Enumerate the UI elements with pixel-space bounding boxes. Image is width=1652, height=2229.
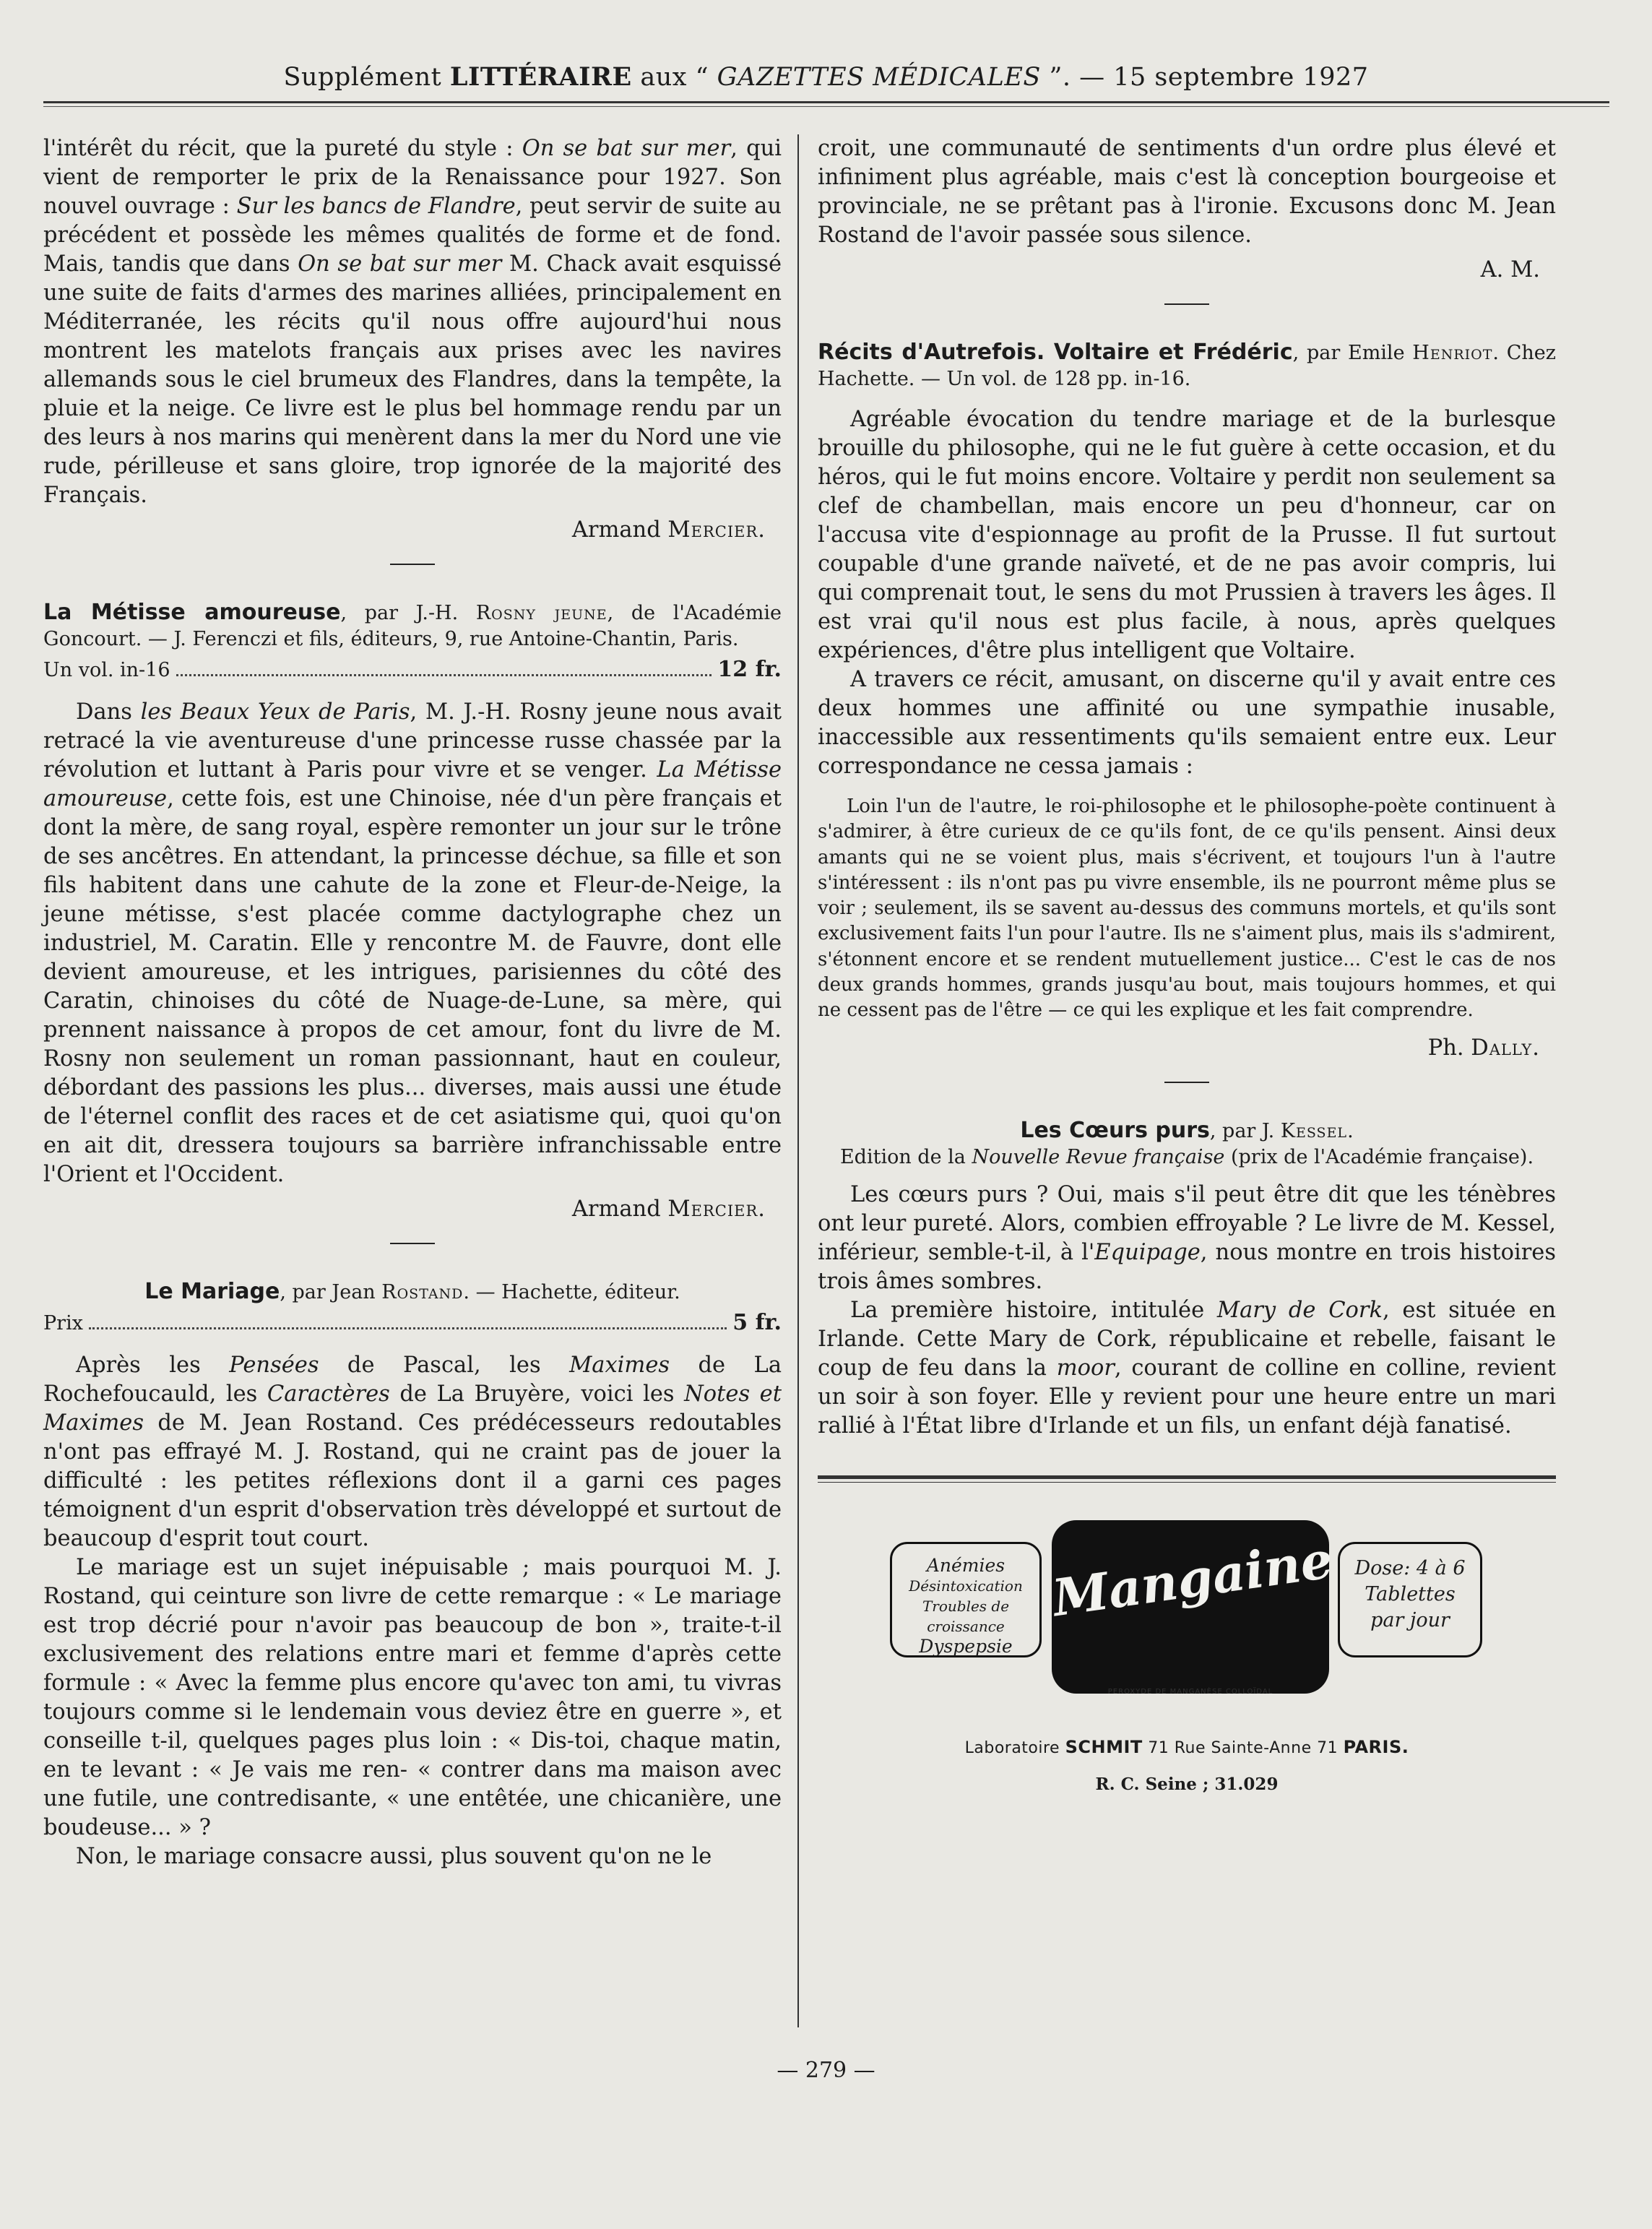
review-body-metisse xyxy=(43,698,782,1189)
byline: . — Hachette, éditeur. xyxy=(463,1281,680,1303)
header-date: ”. — 15 septembre 1927 xyxy=(1040,63,1369,92)
text-run: (prix de l'Académie française). xyxy=(1224,1145,1534,1168)
italic-title: Maximes xyxy=(569,1353,670,1378)
italic-title: Equipage xyxy=(1094,1239,1201,1265)
text-run: La première histoire, intitulée xyxy=(850,1297,1217,1323)
text-run: de M. Jean Rostand. Ces prédécesseurs redoutables n'ont pas effrayé M. J. Rostand, qui ne craint pas de jouer la difficulté : les petites réflexions dont il a garni ces pages témoignent d'un esprit d'observation très développé et surtout de beaucoup d'esprit tout court. xyxy=(43,1410,782,1551)
advertisement-rule-thin xyxy=(818,1482,1556,1483)
author-name: Kessel xyxy=(1280,1119,1348,1142)
text-run: , peut servir de suite au précédent et possède les mêmes qualités de forme et de fond. Mais, tandis que dans xyxy=(43,194,782,277)
italic-title: Sur les bancs de Flandre xyxy=(236,194,516,219)
signature-dally xyxy=(818,1034,1556,1063)
byline: , par Jean xyxy=(280,1281,382,1303)
price-value: 5 fr. xyxy=(732,1310,782,1335)
signature-first: Armand xyxy=(571,517,668,543)
brand-subtitle: PEROXYDE DE MANGANÈSE COLLOÏDAL xyxy=(1107,1687,1273,1696)
signature-mercier-2 xyxy=(43,1195,782,1224)
separator xyxy=(1164,1082,1209,1083)
continuation-paragraph: croit, une communauté de sentiments d'un ordre plus élevé et infiniment plus agréable, mais c'est là conception bourgeoise et provinciale, ne se prêtant pas à l'ironie. Excusons donc M. Jean Rostand de l'avoir passée sous silence. xyxy=(818,136,1556,248)
review-heading-voltaire xyxy=(818,340,1556,392)
brand-logo-box xyxy=(1049,1520,1336,1694)
italic-title: Mary de Cork xyxy=(1216,1297,1383,1323)
header-rule xyxy=(43,101,1609,103)
separator xyxy=(390,564,435,565)
price-label: Prix xyxy=(43,1312,83,1335)
separator xyxy=(390,1243,435,1244)
header-aux: aux “ xyxy=(631,63,717,92)
dosage-box xyxy=(1338,1542,1482,1657)
text-run: de La Bruyère, voici les xyxy=(389,1381,685,1407)
price-line xyxy=(43,1308,782,1338)
header-gazettes: GAZETTES MÉDICALES xyxy=(717,63,1041,92)
leader-dots xyxy=(176,674,712,676)
leader-dots xyxy=(89,1327,727,1329)
book-title: Les Cœurs purs xyxy=(1020,1117,1210,1143)
indication-line: Dyspepsie xyxy=(919,1635,1013,1657)
indication-line: Désintoxication xyxy=(909,1577,1023,1595)
text-run: Edition de la xyxy=(839,1145,972,1168)
signature-last: Dally. xyxy=(1471,1035,1540,1061)
dosage-line: Tablettes xyxy=(1365,1582,1456,1605)
review-body-voltaire-2: A travers ce récit, amusant, on discerne qu'il y avait entre ces deux hommes une affinité ou une sympathie inusable, inaccessible aux ressentiments qu'ils semaient entre eux. Leur correspondance ne cessa jamais : xyxy=(818,667,1556,779)
text-run: 71 Rue Sainte-Anne 71 xyxy=(1142,1738,1344,1757)
right-column xyxy=(818,134,1556,1799)
left-column xyxy=(43,134,782,1871)
italic-title: les Beaux Yeux de Paris xyxy=(140,699,410,725)
text-run: , est située en Irlande. Cette Mary de Cork, républicaine et rebelle, faisant le coup de feu dans la xyxy=(818,1297,1556,1381)
byline: , par J.-H. xyxy=(340,602,476,624)
review-heading-mariage xyxy=(43,1279,782,1306)
text-run: Après les xyxy=(76,1353,230,1378)
brand-logo: Mangaine xyxy=(1049,1529,1336,1628)
text-run: , nous montre en trois histoires trois âmes sombres. xyxy=(818,1239,1556,1294)
byline: . xyxy=(1347,1119,1354,1142)
signature-mercier-1 xyxy=(43,516,782,545)
text-run: , cette fois, est une Chinoise, née d'un père français et dont la mère, de sang royal, espère remonter un jour sur le trône de ses ancêtres. En attendant, la princesse déchue, sa fille et son fils habitent dans une cahute de la zone et Fleur-de-Neige, la jeune métisse, s'est placée comme dactylographe chez un industriel, M. Caratin. Elle y rencontre M. de Fauvre, dont elle devient amoureuse, et les intrigues, parisiennes du côté des Caratin, chinoises du côté de Nuage-de-Lune, sa mère, qui prennent naissance à propos de cet amour, font du livre de M. Rosny non seulement un roman passionnant, haut en couleur, débordant des passions les plus... diverses, mais aussi une étude de l'éternel conflit des races et de cet asiatisme qui, quoi qu'on en ait dit, dressera toujours sa barrière infranchissable entre l'Orient et l'Occident. xyxy=(43,786,782,1187)
advertisement-mangaine xyxy=(818,1499,1556,1708)
byline: . Chez Hachette. — Un vol. de 128 pp. in-16. xyxy=(818,342,1556,390)
review-heading-coeurs xyxy=(818,1118,1556,1144)
header-litteraire: LITTÉRAIRE xyxy=(449,62,632,92)
text-run: Laboratoire xyxy=(964,1738,1065,1757)
italic-title: moor xyxy=(1056,1355,1115,1381)
book-title: La Métisse amoureuse xyxy=(43,600,341,625)
lab-name: SCHMIT xyxy=(1065,1736,1143,1757)
author-name: Rostand xyxy=(381,1281,464,1303)
price-label: Un vol. in-16 xyxy=(43,659,170,681)
header-supplement: Supplément xyxy=(283,63,450,92)
text-run: , M. J.-H. Rosny jeune nous avait retracé la vie aventureuse d'une princesse russe chassée par la révolution et luttant à Paris pour vivre et se venger. xyxy=(43,699,782,782)
column-divider xyxy=(797,134,799,2027)
indication-line: Anémies xyxy=(926,1554,1006,1576)
signature-first: Armand xyxy=(571,1197,668,1222)
italic-title: Nouvelle Revue française xyxy=(972,1145,1225,1168)
text-run: Dans xyxy=(76,699,141,725)
italic-title: La Métisse amoureuse xyxy=(43,757,782,811)
text-run: l'intérêt du récit, que la pureté du style : xyxy=(43,136,522,161)
laboratory-address xyxy=(818,1733,1556,1763)
running-header xyxy=(0,62,1652,92)
header-rule-thin xyxy=(43,106,1609,107)
byline: , de l'Académie Goncourt. — J. Ferenczi et fils, éditeurs, 9, rue Antoine-Chantin, Paris. xyxy=(43,602,782,650)
separator xyxy=(1164,303,1209,305)
text-run: , courant de colline en colline, revient un soir à son foyer. Elle y revient pour une heure entre un mari rallié à l'État libre d'Irlande et un fils, un enfant déjà fanatisé. xyxy=(818,1355,1556,1439)
text-run: de La Rochefoucauld, les xyxy=(43,1353,782,1407)
review-body-coeurs-2 xyxy=(818,1296,1556,1441)
review-heading-metisse xyxy=(43,600,782,652)
italic-title: On se bat sur mer xyxy=(522,136,731,161)
review-body-mariage-1 xyxy=(43,1351,782,1553)
dosage-line: par jour xyxy=(1370,1608,1450,1631)
signature-am: A. M. xyxy=(1480,257,1540,283)
signature-last: Mercier. xyxy=(667,1197,766,1222)
byline: , par J. xyxy=(1209,1119,1281,1142)
price-line xyxy=(43,655,782,685)
indication-line: Troubles de croissance xyxy=(922,1597,1010,1635)
registration-number: R. C. Seine ; 31.029 xyxy=(1095,1774,1279,1794)
italic-title: Pensées xyxy=(229,1353,319,1378)
indications-box xyxy=(890,1542,1042,1657)
page-number: — 279 — xyxy=(777,2058,875,2083)
byline: , par Emile xyxy=(1292,342,1413,364)
edition-line xyxy=(818,1144,1556,1170)
price-value: 12 fr. xyxy=(717,657,782,682)
review-body-voltaire-1: Agréable évocation du tendre mariage et de la burlesque brouille du philosophe, qui ne le fut guère à cette occasion, et du héros, qui le fut moins encore. Voltaire y perdit non seulement sa clef de chambellan, mais encore un peu d'honneur, car on l'accusa vite d'espionnage au profit de la Prusse. Il fut surtout coupable d'une grande naïveté, et de ne pas avoir compris, lui qui comprenait tout, le sens du mot Prussien à travers les âges. Il est vrai qu'il nous est plus facile, à nous, après quelques expériences, d'être plus intelligent que Voltaire. xyxy=(818,407,1556,663)
intro-paragraph xyxy=(43,134,782,510)
text-run: M. Chack avait esquissé une suite de faits d'armes des marines alliées, principalement en Méditerranée, les récits qu'il nous offre aujourd'hui nous montrent les matelots français aux prises avec les navires allemands sous le ciel brumeux des Flandres, dans la tempête, la pluie et la neige. Ce livre est le plus bel hommage rendu par un des leurs à nos marins qui menèrent dans la mer du Nord une vie rude, périlleuse et sans gloire, trop ignorée de la majorité des Français. xyxy=(43,251,782,508)
italic-title: Caractères xyxy=(267,1381,390,1407)
signature-last: Mercier. xyxy=(667,517,766,543)
review-body-coeurs-1 xyxy=(818,1181,1556,1296)
italic-title: Notes et Maximes xyxy=(43,1381,782,1436)
lab-city: PARIS. xyxy=(1343,1736,1409,1757)
book-title: Le Mariage xyxy=(144,1279,280,1304)
advertisement-rule xyxy=(818,1475,1556,1479)
review-body-mariage-3: Non, le mariage consacre aussi, plus souvent qu'on ne le xyxy=(76,1844,712,1869)
author-name: Rosny jeune xyxy=(475,602,607,624)
book-title: Récits d'Autrefois. Voltaire et Frédéric xyxy=(818,340,1293,365)
dosage-line: Dose: 4 à 6 xyxy=(1354,1556,1466,1579)
author-name: Henriot xyxy=(1412,342,1493,364)
quotation-block: Loin l'un de l'autre, le roi-philosophe et le philosophe-poète continuent à s'admirer, à être curieux de ce qu'ils font, de ce qu'ils pensent. Ainsi deux amants qui ne se voient plus, mais s'écrivent, et toujours l'un à l'autre s'intéressent : ils n'ont pas pu vivre ensemble, ils ne pourront même plus se voir ; seulement, ils se savent au-dessus des communs mortels, et qu'ils sont exclusivement faits l'un pour l'autre. Ils ne s'aiment plus, mais ils s'admirent, s'étonnent encore et se rendent mutuellement justice... C'est le cas de nos deux grands hommes, grands jusqu'au bout, mais toujours hommes, et qui ne cessent pas de l'être — ce qui les explique et les fait comprendre. xyxy=(818,796,1556,1022)
italic-title: On se bat sur mer xyxy=(298,251,502,277)
review-body-mariage-2: Le mariage est un sujet inépuisable ; mais pourquoi M. J. Rostand, qui ceinture son livre de cette remarque : « Le mariage est trop décrié pour n'avoir pas beaucoup de bon », traite-t-il exclusivement des relations entre mari et femme d'après cette formule : « Avec la femme plus encore qu'avec ton ami, tu vivras toujours comme si le lendemain vous deviez être en guerre », et conseille t-il, quelques pages plus loin : « Dis-toi, chaque matin, en te levant : « Je vais me ren- « contrer dans ma maison avec une futile, une contredisante, « une entêtée, une chicanière, une boudeuse... » ? xyxy=(43,1555,782,1840)
text-run: , qui vient de remporter le prix de la Renaissance pour 1927. Son nouvel ouvrage : xyxy=(43,136,782,219)
signature-first: Ph. xyxy=(1427,1035,1471,1061)
text-run: Les cœurs purs ? Oui, mais s'il peut être dit que les ténèbres ont leur pureté. Alors, combien effroyable ? Le livre de M. Kessel, inférieur, semble-t-il, à l' xyxy=(818,1181,1556,1265)
text-run: de Pascal, les xyxy=(319,1353,570,1378)
